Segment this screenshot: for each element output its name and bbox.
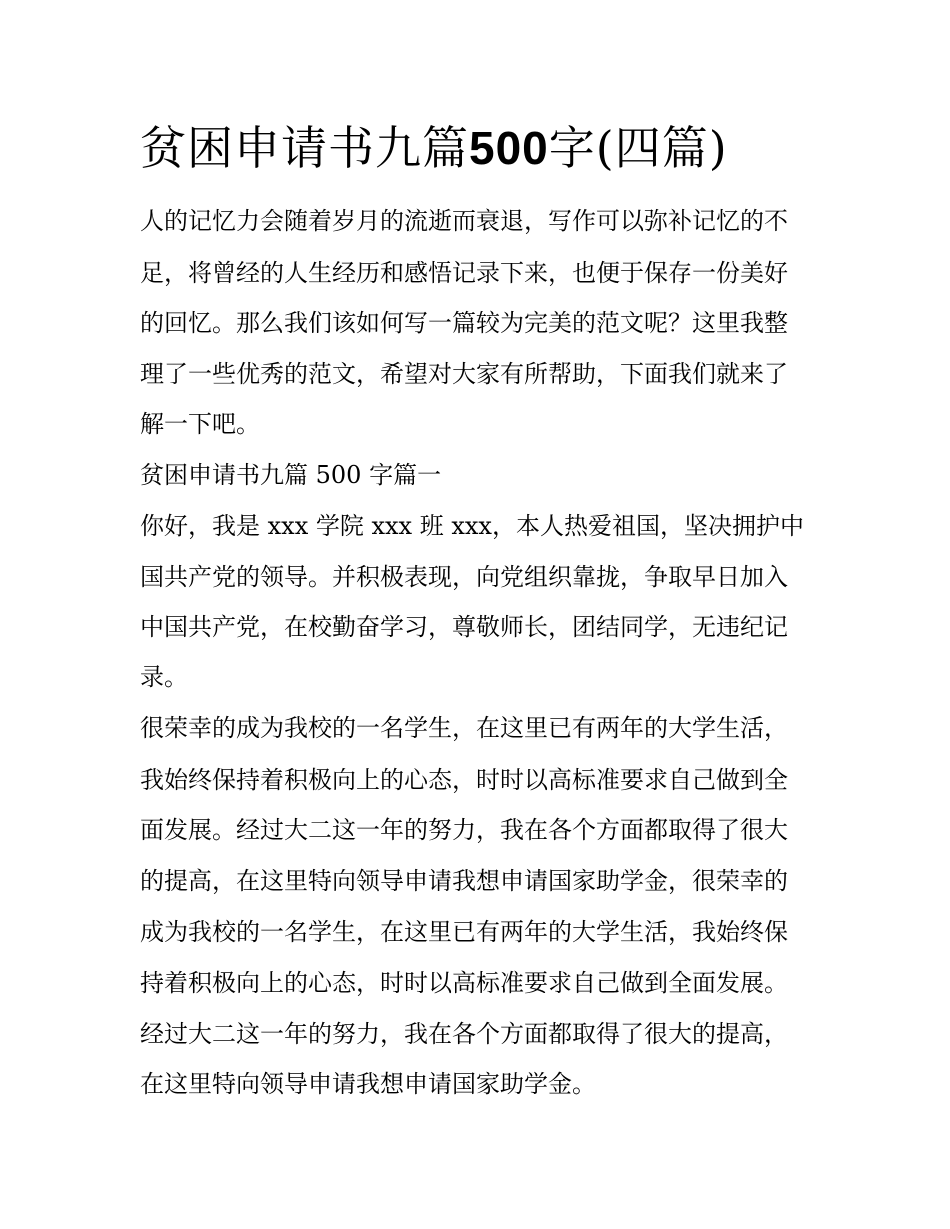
body-line-7: 面发展。经过大二这一年的努力，我在各个方面都取得了很大 <box>140 816 788 844</box>
body-line-8: 的提高，在这里特向领导申请我想申请国家助学金，很荣幸的 <box>140 867 788 895</box>
body-line-5: 很荣幸的成为我校的一名学生，在这里已有两年的大学生活， <box>140 714 788 742</box>
body-line-1: 你好，我是 xxx 学院 xxx 班 xxx，本人热爱祖国，坚决拥护中 <box>140 512 804 540</box>
document-title <box>140 118 840 178</box>
body-line-9: 成为我校的一名学生，在这里已有两年的大学生活，我始终保 <box>140 918 788 946</box>
section-heading: 贫困申请书九篇 500 字篇一 <box>140 461 442 489</box>
intro-line-3: 的回忆。那么我们该如何写一篇较为完美的范文呢？这里我整 <box>140 309 788 337</box>
body-line-3: 中国共产党，在校勤奋学习，尊敬师长，团结同学，无违纪记 <box>140 613 788 641</box>
body-line-2: 国共产党的领导。并积极表现，向党组织靠拢，争取早日加入 <box>140 563 788 591</box>
intro-line-2: 足，将曾经的人生经历和感悟记录下来，也便于保存一份美好 <box>140 259 788 287</box>
body-line-12: 在这里特向领导申请我想申请国家助学金。 <box>140 1070 596 1098</box>
intro-line-4: 理了一些优秀的范文，希望对大家有所帮助，下面我们就来了 <box>140 360 788 388</box>
body-line-6: 我始终保持着积极向上的心态，时时以高标准要求自己做到全 <box>140 766 788 794</box>
intro-line-1: 人的记忆力会随着岁月的流逝而衰退，写作可以弥补记忆的不 <box>140 207 788 235</box>
body-line-4: 录。 <box>140 663 188 691</box>
body-line-10: 持着积极向上的心态，时时以高标准要求自己做到全面发展。 <box>140 969 788 997</box>
intro-line-5: 解一下吧。 <box>140 410 260 438</box>
body-line-11: 经过大二这一年的努力，我在各个方面都取得了很大的提高， <box>140 1020 788 1048</box>
title-number: 500 <box>469 122 549 174</box>
title-text-part-2: 字(四篇) <box>548 121 728 175</box>
title-text-part-1: 贫困申请书九篇 <box>140 121 469 175</box>
